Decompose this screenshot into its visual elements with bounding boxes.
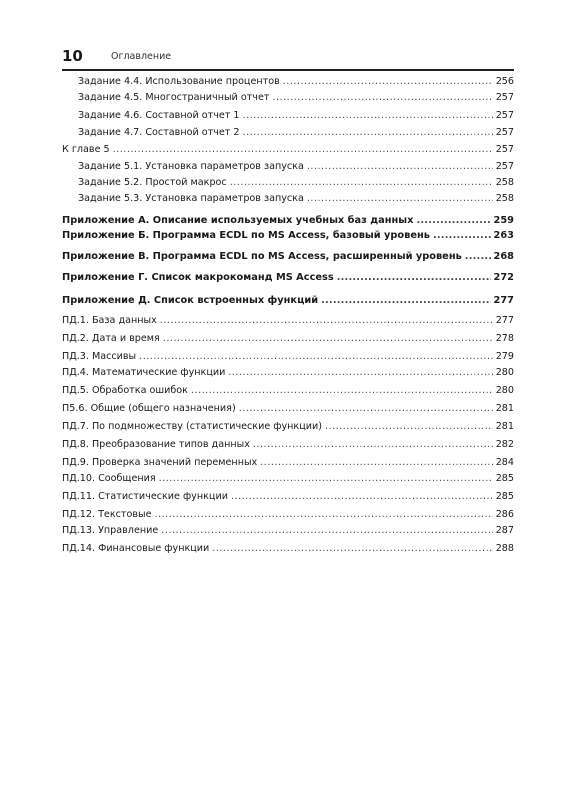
toc-entry-page: 277 xyxy=(493,295,514,306)
page-number: 10 xyxy=(62,47,83,65)
toc-entry-page: 257 xyxy=(495,127,514,138)
toc-entry-page: 281 xyxy=(495,421,514,432)
toc-dot-leader xyxy=(139,349,493,365)
toc-entry xyxy=(62,541,514,557)
toc-entry-page: 272 xyxy=(493,272,514,283)
toc-entry-title: ПД.1. База данных xyxy=(62,315,157,326)
toc-entry xyxy=(62,471,514,487)
toc-entry xyxy=(62,349,514,365)
header-rule xyxy=(62,69,514,71)
toc-entry xyxy=(62,383,514,399)
toc-dot-leader xyxy=(155,507,493,523)
toc-entry-title: Задание 4.6. Составной отчет 1 xyxy=(78,110,240,121)
toc-entry-title: ПД.12. Текстовые xyxy=(62,509,152,520)
toc-entry-page: 263 xyxy=(493,230,514,241)
toc-entry-page: 284 xyxy=(495,457,514,468)
toc-dot-leader xyxy=(325,419,493,435)
toc-entry xyxy=(62,365,514,381)
toc-dot-leader xyxy=(260,455,492,471)
toc-entry xyxy=(62,213,514,229)
toc-entry xyxy=(62,175,514,191)
toc-dot-leader xyxy=(337,270,491,286)
toc-dot-leader xyxy=(228,365,492,381)
toc-dot-leader xyxy=(230,175,493,191)
toc-entry-title: ПД.14. Финансовые функции xyxy=(62,543,210,554)
toc-dot-leader xyxy=(307,159,493,175)
toc-entry-page: 280 xyxy=(495,367,514,378)
toc-entry xyxy=(62,437,514,453)
toc-entry xyxy=(62,270,514,286)
toc-entry-page: 287 xyxy=(495,525,514,536)
toc-entry-title: Приложение Д. Список встроенных функций xyxy=(62,295,319,306)
toc-entry-page: 280 xyxy=(495,385,514,396)
toc-entry-title: Приложение Г. Список макрокоманд MS Access xyxy=(62,272,334,283)
toc-entry-page: 279 xyxy=(495,351,514,362)
toc-dot-leader xyxy=(253,437,493,453)
toc-entry-title: Задание 4.4. Использование процентов xyxy=(78,76,280,87)
toc-dot-leader xyxy=(272,90,492,106)
toc-entry-title: П5.6. Общие (общего назначения) xyxy=(62,403,236,414)
toc-entry-page: 286 xyxy=(495,509,514,520)
toc-dot-leader xyxy=(191,383,493,399)
toc-dot-leader xyxy=(283,74,493,90)
toc-entry xyxy=(62,159,514,175)
toc-dot-leader xyxy=(465,249,491,265)
toc-dot-leader xyxy=(212,541,492,557)
toc-entry xyxy=(62,74,514,90)
toc-entry-page: 256 xyxy=(495,76,514,87)
toc-entry-title: ПД.4. Математические функции xyxy=(62,367,226,378)
toc-entry-title: Задание 5.3. Установка параметров запуска xyxy=(78,193,304,204)
toc-entry xyxy=(62,419,514,435)
toc-entry xyxy=(62,313,514,329)
toc-dot-leader xyxy=(433,228,491,244)
toc-entry xyxy=(62,228,514,244)
toc-entry xyxy=(62,249,514,265)
toc-entry-title: ПД.9. Проверка значений переменных xyxy=(62,457,258,468)
toc-entry xyxy=(62,523,514,539)
toc-dot-leader xyxy=(416,213,490,229)
toc-entry-page: 257 xyxy=(495,92,514,103)
toc-entry-page: 257 xyxy=(495,110,514,121)
toc-entry-page: 257 xyxy=(495,161,514,172)
toc-dot-leader xyxy=(239,401,493,417)
toc-dot-leader xyxy=(307,191,493,207)
toc-entry-page: 278 xyxy=(495,333,514,344)
toc-entry-page: 285 xyxy=(495,473,514,484)
toc-entry xyxy=(62,108,514,124)
toc-entry-page: 257 xyxy=(495,144,514,155)
toc-entry-page: 268 xyxy=(493,251,514,262)
toc-entry-title: ПД.8. Преобразование типов данных xyxy=(62,439,250,450)
toc-dot-leader xyxy=(243,125,493,141)
toc-entry-title: ПД.7. По подмножеству (статистические функции) xyxy=(62,421,322,432)
toc-entry-title: ПД.3. Массивы xyxy=(62,351,137,362)
toc-dot-leader xyxy=(113,142,493,158)
toc-entry xyxy=(62,331,514,347)
toc-entry-title: ПД.2. Дата и время xyxy=(62,333,160,344)
toc-entry-title: Приложение А. Описание используемых учебных баз данных xyxy=(62,215,414,226)
toc-entry xyxy=(62,489,514,505)
toc-entry-page: 258 xyxy=(495,193,514,204)
toc-entry xyxy=(62,455,514,471)
toc-entry-page: 288 xyxy=(495,543,514,554)
toc-entry-title: Задание 5.2. Простой макрос xyxy=(78,177,227,188)
toc-dot-leader xyxy=(159,471,493,487)
running-head: Оглавление xyxy=(111,51,172,62)
toc-entry-page: 281 xyxy=(495,403,514,414)
toc-entry-title: Приложение Б. Программа ECDL по MS Access, базовый уровень xyxy=(62,230,430,241)
toc-entry-page: 258 xyxy=(495,177,514,188)
toc-entry-page: 282 xyxy=(495,439,514,450)
toc-entry-title: ПД.10. Сообщения xyxy=(62,473,156,484)
toc-entry-title: ПД.5. Обработка ошибок xyxy=(62,385,188,396)
toc-dot-leader xyxy=(163,331,493,347)
toc-entry xyxy=(62,90,514,106)
toc-entry-title: Задание 5.1. Установка параметров запуска xyxy=(78,161,304,172)
toc-dot-leader xyxy=(321,293,490,309)
toc-entry xyxy=(62,401,514,417)
toc-entry-page: 259 xyxy=(493,215,514,226)
toc-dot-leader xyxy=(161,523,492,539)
toc-entry-title: Задание 4.5. Многостраничный отчет xyxy=(78,92,270,103)
toc-entry xyxy=(62,293,514,309)
toc-entry-title: К главе 5 xyxy=(62,144,110,155)
toc-entry xyxy=(62,507,514,523)
toc-entry-title: ПД.13. Управление xyxy=(62,525,159,536)
toc-entry-title: Задание 4.7. Составной отчет 2 xyxy=(78,127,240,138)
page-header xyxy=(62,46,514,70)
toc-dot-leader xyxy=(231,489,493,505)
toc-dot-leader xyxy=(243,108,493,124)
toc-entry xyxy=(62,142,514,158)
toc-entry xyxy=(62,191,514,207)
toc-entry-page: 285 xyxy=(495,491,514,502)
toc-entry-page: 277 xyxy=(495,315,514,326)
toc-dot-leader xyxy=(160,313,493,329)
toc-entry-title: ПД.11. Статистические функции xyxy=(62,491,228,502)
toc-entry xyxy=(62,125,514,141)
toc-entry-title: Приложение В. Программа ECDL по MS Access, расширенный уровень xyxy=(62,251,462,262)
